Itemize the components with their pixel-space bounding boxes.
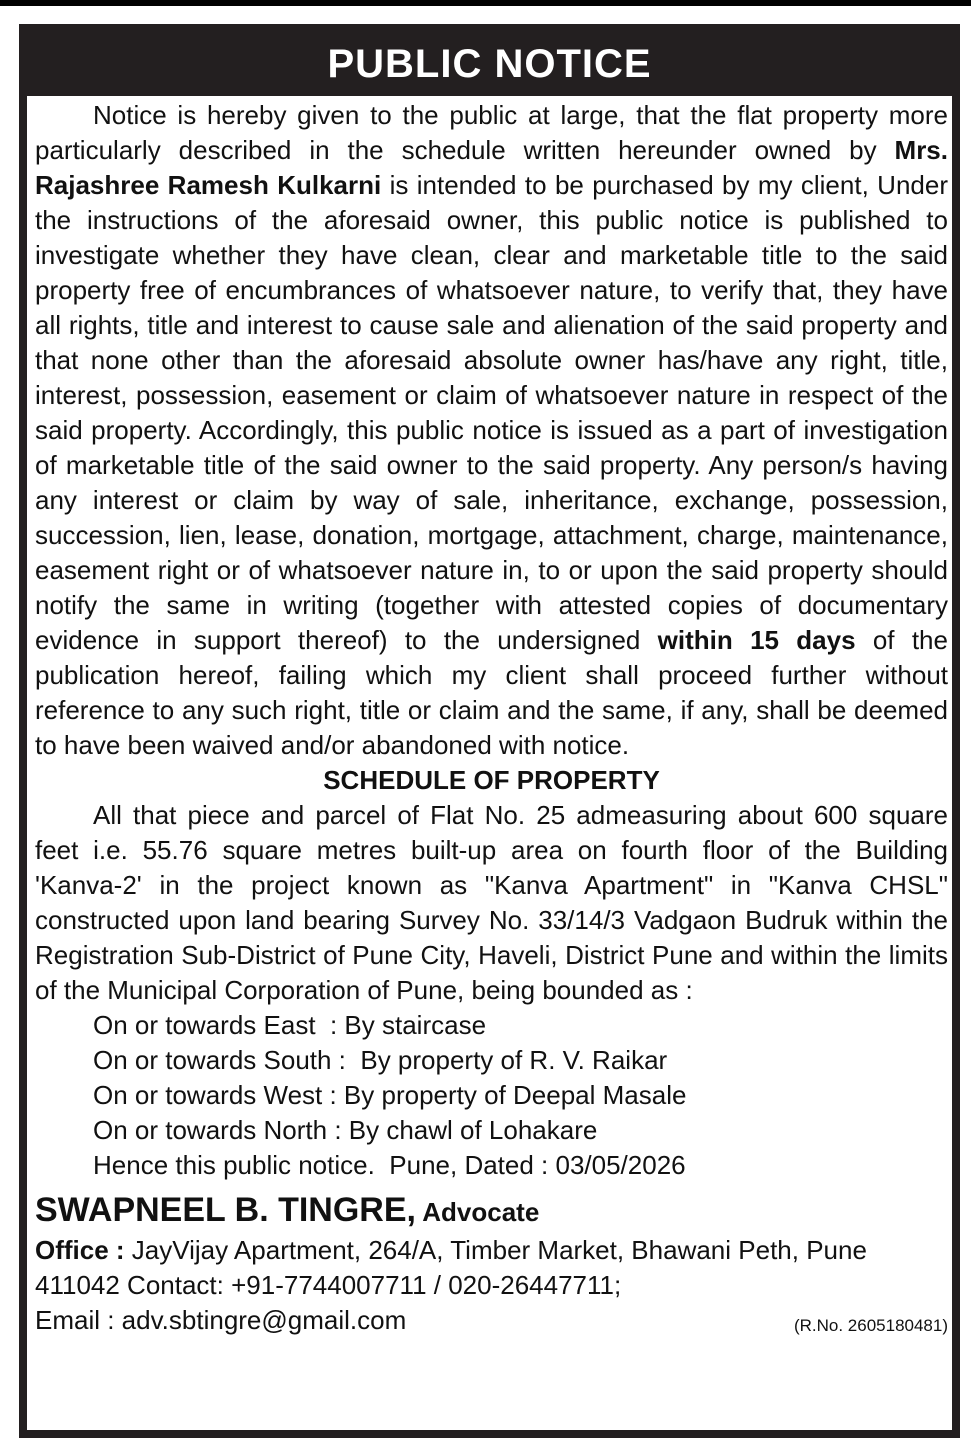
notice-text-part2: is intended to be purchased by my client, Under the instructions of the aforesaid owner, this public notice is published to investigate whether they have clean, clear and marketable title to the said property free of encumbrances of whatsoever nature, to verify that, they have all rights, title and interest to cause sale and alienation of the said property and that none other than the aforesaid absolute owner has/have any right, title, interest, possession, easement or claim of whatsoever nature in respect of the said property. Accordingly, this public notice is issued as a part of investigation of marketable title of the said owner to the said property. Any person/s having any interest or claim by way of sale, inheritance, exchange, possession, succession, lien, lease, donation, mortgage, attachment, charge, maintenance, easement right or of whatsoever nature in, to or upon the said property should notify the same in writing (together with attested copies of documentary evidence in support thereof) to the undersigned: [35, 170, 948, 655]
schedule-title: SCHEDULE OF PROPERTY: [323, 765, 660, 795]
notice-text-part1: Notice is hereby given to the public at large, that the flat property more particularly described in the schedule written hereunder owned by: [35, 100, 948, 165]
advocate-signature: [35, 1189, 948, 1233]
top-rule: [0, 0, 971, 6]
notice-text-part3: of the publication hereof, failing which my client shall proceed further without reference to any such right, title or claim and the same, if any, shall be deemed to have been waived and/or abandoned with notice.: [35, 625, 948, 760]
schedule-description: All that piece and parcel of Flat No. 25 admeasuring about 600 square feet i.e. 55.76 square metres built-up area on fourth floor of the Building 'Kanva-2' in the project known as "Kanva Apartment" in "Kanva CHSL" constructed upon land bearing Survey No. 33/14/3 Vadgaon Budruk within the Registration Sub-District of Pune City, Haveli, District Pune and within the limits of the Municipal Corporation of Pune, being bounded as :: [35, 800, 948, 1005]
email: Email : adv.sbtingre@gmail.com: [35, 1305, 407, 1335]
bound-north: On or towards North : By chawl of Lohakare: [93, 1115, 598, 1145]
office-address: [35, 1233, 948, 1303]
owner-name: Mrs. Rajashree Ramesh Kulkarni: [35, 135, 948, 200]
advocate-name: SWAPNEEL B. TINGRE,: [35, 1191, 416, 1229]
deadline: within 15 days: [657, 625, 856, 655]
closing-line: Hence this public notice. Pune, Dated : 03/05/2026: [93, 1150, 686, 1180]
bound-south: On or towards South : By property of R. V. Raikar: [93, 1045, 668, 1075]
notice-content: [35, 98, 948, 1338]
bound-west: On or towards West : By property of Deepal Masale: [93, 1080, 687, 1110]
registration-number: (R.No. 2605180481): [793, 1316, 948, 1335]
office-address-text: JayVijay Apartment, 264/A, Timber Market, Bhawani Peth, Pune 411042 Contact: +91-7744007711 / 020-26447711;: [35, 1235, 867, 1300]
notice-title: PUBLIC NOTICE: [327, 42, 652, 86]
bound-east: On or towards East : By staircase: [93, 1010, 487, 1040]
office-label: Office :: [35, 1235, 125, 1265]
title-bar: [27, 32, 952, 96]
advocate-role: Advocate: [415, 1197, 540, 1227]
notice-frame: [19, 24, 960, 1438]
email-row: [35, 1303, 948, 1338]
notice-body: [35, 98, 948, 763]
